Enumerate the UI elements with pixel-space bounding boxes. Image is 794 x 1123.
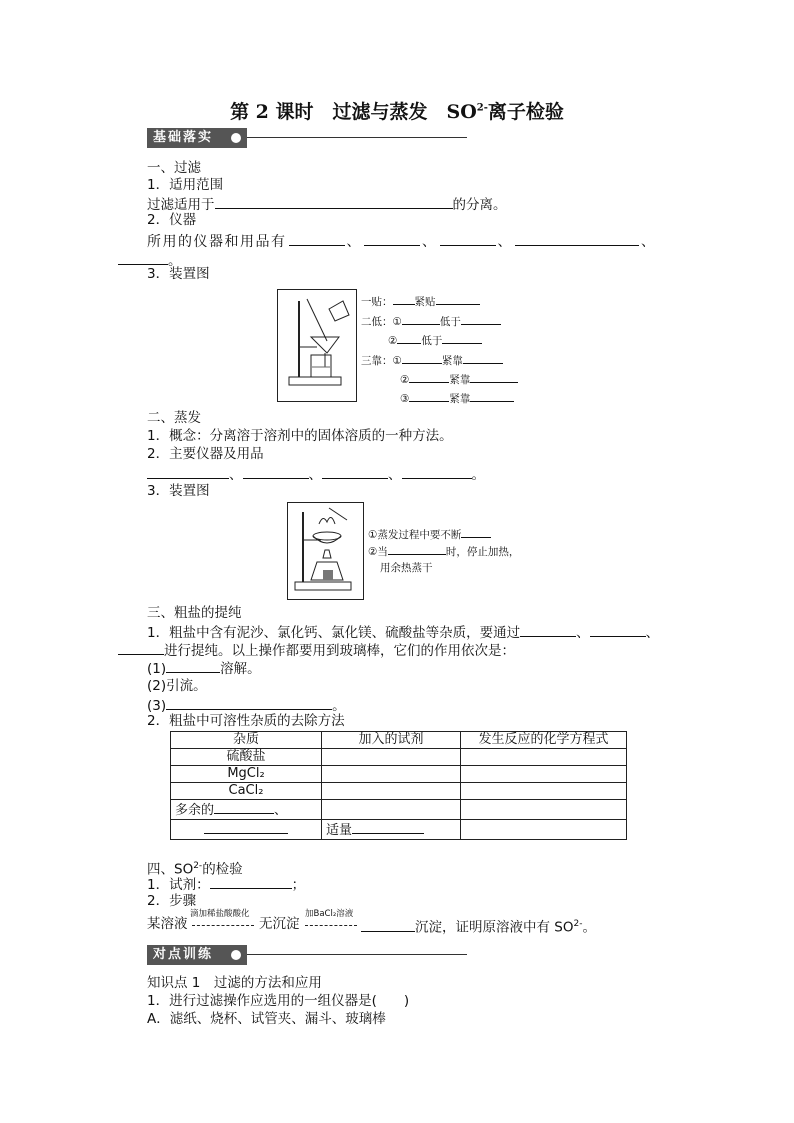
blank[interactable] [402, 465, 472, 479]
salt-p2: (2)引流。 [147, 678, 207, 694]
arrow2-icon [305, 925, 357, 926]
blank[interactable] [166, 659, 220, 673]
filter-q2-line: 所用的仪器和用品有 、 、 、 、 [147, 234, 657, 250]
title-charge: 2- [476, 102, 488, 114]
fig1-label-1: 一贴： 紧贴 [361, 294, 480, 309]
blank[interactable] [118, 641, 164, 655]
sulfate-step-b: 无沉淀 [259, 916, 300, 932]
section-rule [247, 954, 467, 955]
salt-p1: (1) 溶解。 [147, 661, 261, 677]
table-cell: 硫酸盐 [171, 749, 322, 766]
evap-q3: 3．装置图 [147, 483, 210, 499]
practice-kp: 知识点 1 过滤的方法和应用 [147, 975, 322, 991]
arrow1-label: 滴加稀盐酸酸化 [190, 909, 250, 919]
blank[interactable] [590, 623, 646, 637]
table-header: 加入的试剂 [322, 732, 461, 749]
blank[interactable] [520, 623, 576, 637]
evap-q2-line: 、 、 、 。 [147, 465, 485, 484]
fig1-label-6: ③ 紧靠 [400, 391, 514, 406]
table-cell [171, 820, 322, 840]
filter-q1: 1．适用范围 [147, 177, 224, 193]
bullet-dot-icon [231, 950, 241, 960]
fig2-label-2: ②当 时，停止加热， [368, 546, 520, 558]
arrow2-label: 加BaCl₂溶液 [305, 909, 354, 919]
blank[interactable] [118, 251, 168, 265]
fig1-label-4: 三靠：① 紧靠 [361, 353, 503, 368]
salt-q2: 2．粗盐中可溶性杂质的去除方法 [147, 713, 345, 729]
section-tag-basics: 基础落实 [147, 128, 247, 148]
evap-q2: 2．主要仪器及用品 [147, 446, 264, 462]
blank[interactable] [515, 232, 639, 246]
evap-q1: 1．概念：分离溶于溶剂中的固体溶质的一种方法。 [147, 428, 453, 444]
fig1-label-3: ② 低于 [388, 333, 482, 348]
practice-q1: 1．进行过滤操作应选用的一组仪器是( ) [147, 993, 410, 1009]
filter-q1-line: 过滤适用于 的分离。 [147, 197, 507, 213]
section-bar-practice [147, 945, 467, 965]
table-row [171, 749, 627, 766]
table-row [171, 766, 627, 783]
title-tail: 离子检验 [487, 101, 564, 123]
table-cell: 多余的 、 [171, 800, 322, 820]
blank[interactable] [322, 465, 388, 479]
sulfate-q2: 2．步骤 [147, 893, 197, 909]
sulfate-q1: 1．试剂： ； [147, 877, 306, 893]
table-header: 发生反应的化学方程式 [461, 732, 627, 749]
salt-heading: 三、粗盐的提纯 [147, 605, 242, 621]
section-rule [247, 137, 467, 138]
evaporation-apparatus-figure [287, 502, 364, 600]
practice-option-a[interactable]: A．滤纸、烧杯、试管夹、漏斗、玻璃棒 [147, 1011, 386, 1027]
page-title [0, 97, 794, 124]
sulfate-step-a: 某溶液 [147, 916, 188, 932]
table-row [171, 820, 627, 840]
blank[interactable] [364, 232, 420, 246]
title-main: 第 2 课时 过滤与蒸发 SO [230, 101, 477, 123]
filter-q3: 3．装置图 [147, 266, 210, 282]
bullet-dot-icon [231, 133, 241, 143]
blank[interactable] [361, 918, 415, 932]
table-header-row [171, 732, 627, 749]
filter-q2-line2: 。 [118, 251, 182, 270]
table-cell: CaCl₂ [171, 783, 322, 800]
blank[interactable] [166, 696, 332, 710]
salt-q1-line2: 进行提纯。以上操作都要用到玻璃棒，它们的作用依次是： [118, 641, 515, 660]
section-bar-basics [147, 128, 467, 148]
blank[interactable] [440, 232, 496, 246]
blank[interactable] [147, 465, 229, 479]
table-row [171, 783, 627, 800]
arrow1-icon [192, 925, 254, 926]
impurity-table [170, 731, 627, 840]
blank[interactable] [289, 232, 345, 246]
table-cell: 适量 [322, 820, 461, 840]
evap-heading: 二、蒸发 [147, 410, 201, 426]
table-cell: MgCl₂ [171, 766, 322, 783]
filter-q2: 2．仪器 [147, 212, 197, 228]
section-tag-practice: 对点训练 [147, 945, 247, 965]
filter-heading: 一、过滤 [147, 160, 201, 176]
table-header: 杂质 [171, 732, 322, 749]
table-row [171, 800, 627, 820]
filtration-apparatus-figure [277, 289, 357, 402]
fig1-label-2: 二低：① 低于 [361, 314, 501, 329]
fig2-label-1: ①蒸发过程中要不断 [368, 527, 491, 542]
salt-q1: 1．粗盐中含有泥沙、氯化钙、氯化镁、硫酸盐等杂质，要通过 、 、 [147, 625, 660, 641]
blank[interactable] [243, 465, 309, 479]
sulfate-step-c: 沉淀，证明原溶液中有 $SO^{2-}$。 [361, 916, 596, 937]
fig2-label-3: 用余热蒸干 [380, 562, 433, 574]
salt-p3: (3) 。 [147, 698, 346, 714]
sulfate-heading: 四、$SO^{2-}$的检验 [147, 861, 243, 878]
fig1-label-5: ② 紧靠 [400, 372, 518, 387]
blank[interactable] [210, 875, 292, 889]
blank[interactable] [215, 195, 453, 209]
